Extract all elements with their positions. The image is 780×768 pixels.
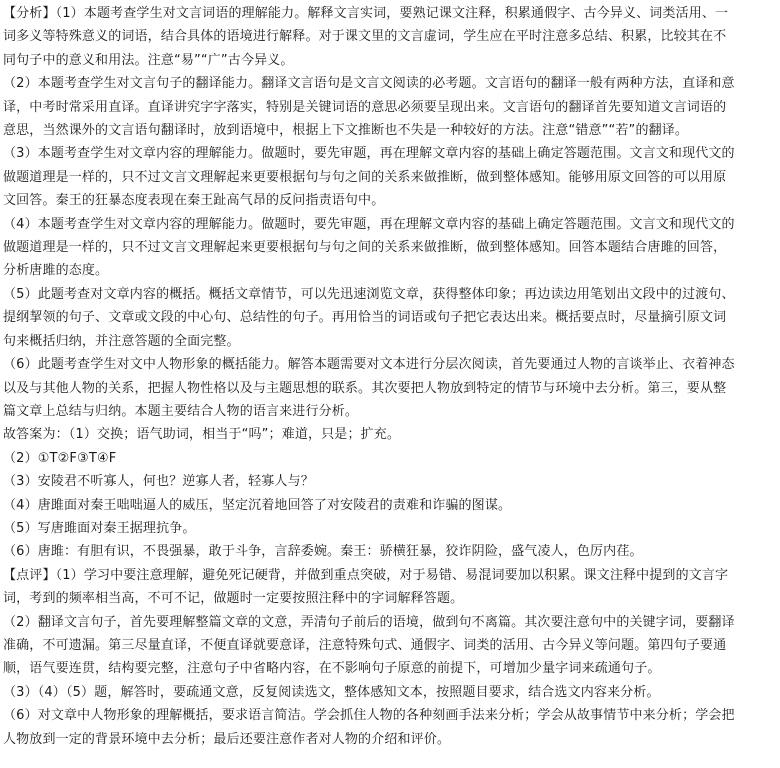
comment-line: 准确，不可遗漏。第三尽量直译，不便直译就要意译，注意特殊句式、通假字、词类的活用、古今异义等问题。第四句子要通	[3, 637, 727, 653]
text-line: 篇文章上总结与归纳。本题主要结合人物的语言来进行分析。	[3, 403, 359, 419]
text-line: 提纲挈领的句子、文章或文段的中心句、总结性的句子。再用恰当的词语或句子把它表达出来。概括要点时，尽量摘引原文词	[3, 310, 727, 326]
comment-line: 【点评】（1）学习中要注意理解，避免死记硬背，并做到重点突破，对于易错、易混词要加以积累。课文注释中提到的文言字	[3, 567, 729, 583]
text-line: 译，中考时常采用直译。直译讲究字字落实，特别是关键词语的意思必须要呈现出来。文言语句的翻译首先要知道文言词语的	[3, 99, 727, 115]
answer-line: （2）①T②F③T④F	[3, 450, 117, 466]
text-line: 同句子中的意义和用法。注意“易”“广”古今异义。	[3, 52, 294, 68]
comment-line: （3）（4）（5）题，解答时，要疏通文意，反复阅读选文，整体感知文本，按照题目要求，结合选文内容来分析。	[3, 684, 660, 700]
answer-line: （6）唐雎：有胆有识，不畏强暴，敢于斗争，言辞委婉。秦王：骄横狂暴，狡诈阴险，盛气凌人，色厉内荏。	[3, 544, 643, 560]
answer-line: （3）安陵君不听寡人，何也？逆寡人者，轻寡人与？	[3, 474, 314, 490]
comment-line: 词，考到的频率相当高，不可不记，做题时一定要按照注释中的字词解释答题。	[3, 591, 464, 607]
comment-line: 人物放到一定的背景环境中去分析；最后还要注意作者对人物的介绍和评价。	[3, 731, 451, 747]
text-line: 文回答。秦王的狂暴态度表现在秦王趾高气昂的反问指责语句中。	[3, 193, 385, 209]
answer-line: （4）唐雎面对秦王咄咄逼人的威压，坚定沉着地回答了对安陵君的责难和诈骗的图谋。	[3, 497, 512, 513]
comment-line: 顺，语气要连贯，结构要完整，注意句子中省略内容，在不影响句子原意的前提下，可增加少量字词来疏通句子。	[3, 661, 661, 677]
text-line: 【分析】（1）本题考查学生对文言词语的理解能力。解释文言实词，要熟记课文注释，积累通假字、古今异义、词类活用、一	[3, 6, 729, 21]
text-line: 分析唐雎的态度。	[3, 263, 109, 279]
answer-line: （5）写唐雎面对秦王据理抗争。	[3, 520, 196, 536]
comment-line: （6）对文章中人物形象的理解概括，要求语言简洁。学会抓住人物的各种刻画手法来分析；学会从故事情节中来分析；学会把	[3, 708, 735, 724]
text-line: （6）此题考查学生对文中人物形象的概括能力。解答本题需要对文本进行分层次阅读，首先要通过人物的言谈举止、衣着神态	[3, 357, 735, 373]
text-line: 以及与其他人物的关系，把握人物性格以及与主题思想的联系。其次要把人物放到特定的情节与环境中去分析。第三，要从整	[3, 380, 727, 396]
text-line: （2）本题考查学生对文言句子的翻译能力。翻译文言语句是文言文阅读的必考题。文言语句的翻译一般有两种方法，直译和意	[3, 76, 735, 92]
text-line: 词多义等特殊意义的词语，结合具体的语境进行解释。对于课文里的文言虚词，学生应在平时注意多总结、积累，比较其在不	[3, 29, 727, 45]
text-line: 做题道理是一样的，只不过文言文理解起来更要根据句与句之间的关系来做推断，做到整体感知。回答本题结合唐雎的回答，	[3, 240, 727, 256]
answer-line: 故答案为：（1）交换；语气助词，相当于“吗”；难道，只是；扩充。	[3, 427, 401, 443]
text-line: （5）此题考查对文章内容的概括。概括文章情节，可以先迅速浏览文章，获得整体印象；再边读边用笔划出文段中的过渡句、	[3, 286, 735, 302]
text-line: 做题道理是一样的，只不过文言文理解起来更要根据句与句之间的关系来做推断，做到整体感知。能够用原文回答的可以用原	[3, 169, 727, 185]
text-line: （4）本题考查学生对文章内容的理解能力。做题时，要先审题，再在理解文章内容的基础上确定答题范围。文言文和现代文的	[3, 216, 735, 232]
text-line: 意思，当然课外的文言语句翻译时，放到语境中，根据上下文推断也不失是一种较好的方法。注意“错意”“若”的翻译。	[3, 123, 689, 139]
text-line: 句来概括归纳，并注意答题的全面完整。	[3, 333, 240, 349]
text-line: （3）本题考查学生对文章内容的理解能力。做题时，要先审题，再在理解文章内容的基础上确定答题范围。文言文和现代文的	[3, 146, 735, 162]
comment-line: （2）翻译文言句子，首先要理解整篇文章的文意，弄清句子前后的语境，做到句不离篇。其次要注意句中的关键字词，要翻译	[3, 614, 735, 630]
